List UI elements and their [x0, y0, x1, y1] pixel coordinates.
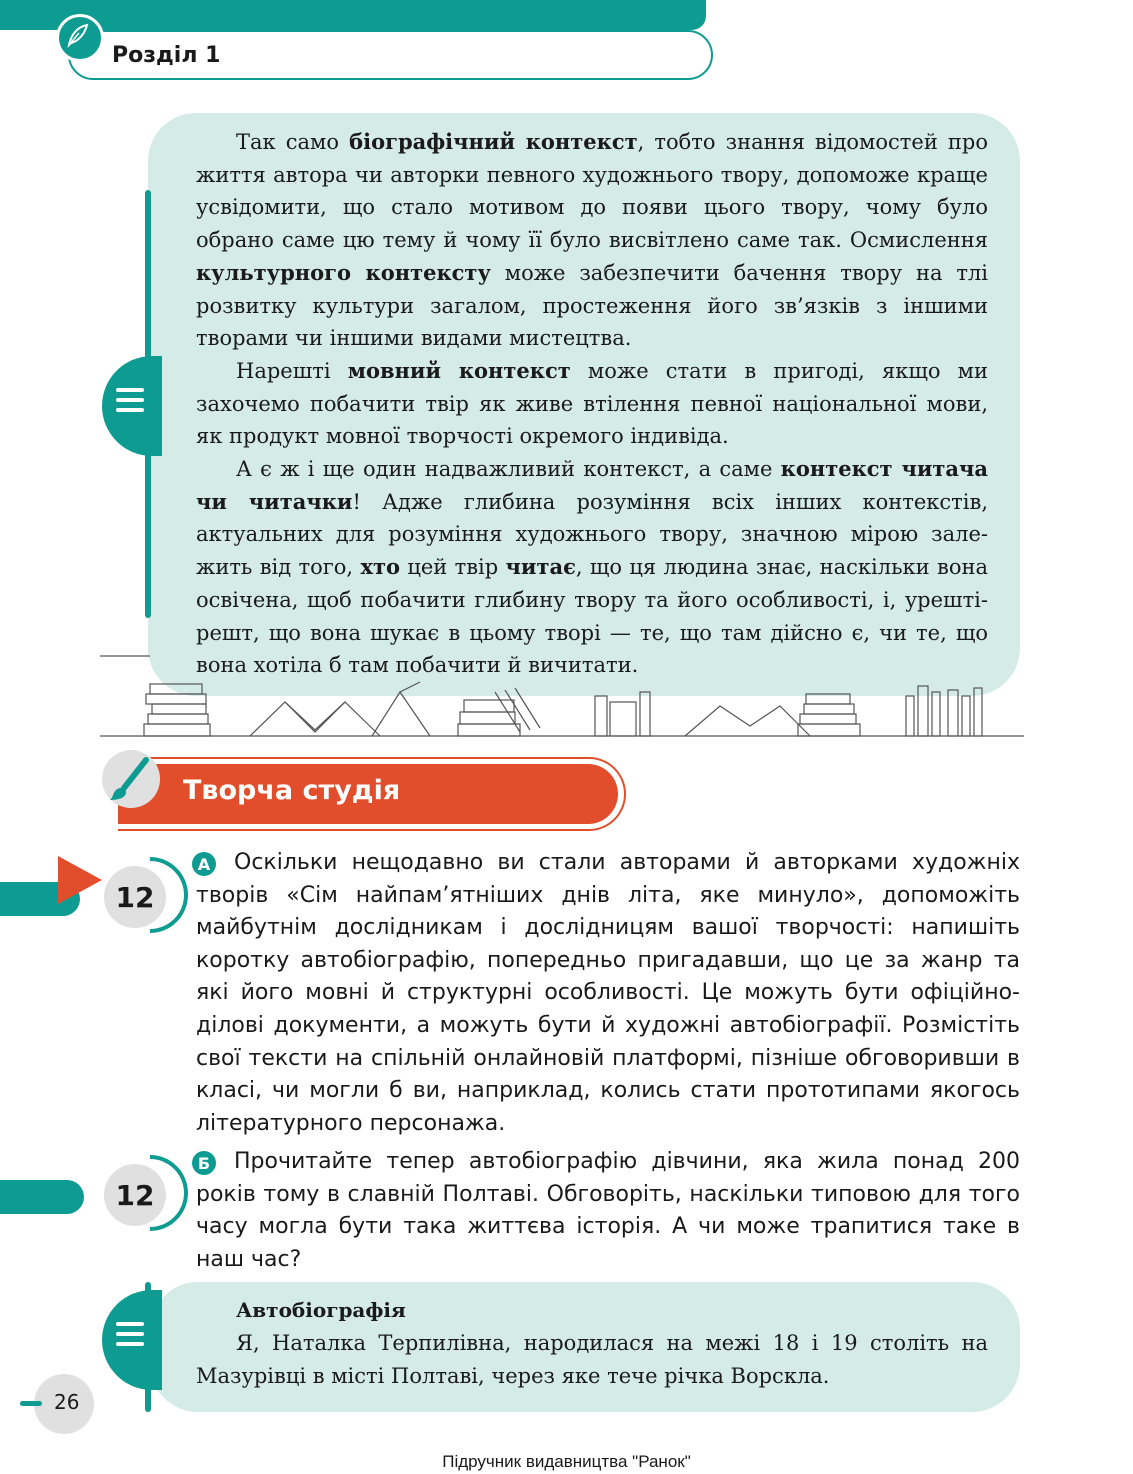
theory-term: культурного контексту [196, 259, 491, 285]
menu-lines-icon [116, 1322, 144, 1346]
theory-run: ! Адже глибина розуміння всіх інших контекстів, актуальних для розуміння художнього твору, значною мірою залежить від того, [196, 489, 988, 580]
publisher-footer: Підручник видавництва "Ранок" [442, 1452, 691, 1471]
page-number: 26 [54, 1390, 80, 1414]
theory-term: біографічний контекст [349, 129, 638, 154]
section-title: Творча студія [183, 775, 401, 806]
task-a-badge: А [192, 852, 216, 876]
task-a-text: Оскільки нещодавно ви стали авторами й авторками художніх творів «Сім найпам’ятніших днів літа, яке минуло», допоможіть майбутнім дослідникам і дослідницям вашої творчості: напишіть коротку автобіографію, попередньо пригадавши, що це за жанр та які його мовні й структурні особливості. Це можуть бути офіційно-ділові документи, а можуть бути й художні автобіографії. Розмістіть свої тексти на спільній онлайновій платформі, пізніше обговоривши в класі, чи могли б ви, наприклад, колись стати прототипами якогось літературного персонажа. [196, 850, 1020, 1136]
brush-icon [102, 750, 160, 808]
task-a-level: 12 [104, 866, 166, 928]
theory-paragraph [196, 355, 988, 453]
books-illustration [100, 652, 1024, 740]
excerpt-text: Я, Наталка Терпилівна, народилася на межі 18 і 19 століть на Мазурівці в місті Полтаві, через яке тече річка Ворскла. [196, 1331, 988, 1388]
theory-run: А є ж і ще один надважливий контекст, а саме [236, 457, 781, 482]
theory-run: може стати в пригоді, якщо ми захочемо побачити твір як живе втілення певної національної мови, як продукт мовної творчості окремого індивіда. [196, 358, 988, 449]
theory-run: Так само [236, 130, 350, 154]
task-b-text: Прочитайте тепер автобіографію дівчини, яка жила понад 200 років тому в славній Полтаві. Обговоріть, наскільки типовою для того часу могла бути така життєва історія. А чи може трапитися таке в наш час? [196, 1149, 1020, 1272]
task-b-level: 12 [104, 1164, 166, 1226]
theory-paragraph [196, 453, 988, 682]
header-band [0, 0, 706, 30]
theory-run: цей твір [399, 555, 506, 580]
theory-term: мовний контекст [347, 357, 571, 383]
task-a-arrow-icon [58, 856, 102, 904]
task-b-badge: Б [192, 1151, 216, 1175]
theory-text [196, 126, 988, 682]
feather-logo-icon [56, 14, 104, 62]
task-b-bar [0, 1180, 84, 1214]
theory-paragraph [196, 126, 988, 355]
menu-lines-icon [116, 388, 144, 412]
theory-run: , тобто знання відомостей про життя автора чи авторки певного художнього твору, допоможе краще усвідомити, що стало мотивом до появи цього твору, чому було обрано саме цю тему й чому її було висвітлено саме так. Осмислення [196, 130, 988, 253]
theory-term: читає [505, 554, 576, 580]
theory-term: хто [360, 554, 400, 580]
theory-run: може забезпечити бачення твору на тлі розвитку культури загалом, простеження його зв’язків з іншими творами чи іншими видами мистецтва. [196, 260, 988, 351]
theory-term: контекст читача чи читачки [196, 456, 988, 514]
excerpt-title: Автобіографія [236, 1298, 406, 1322]
theory-run: Нарешті [236, 358, 348, 383]
theory-run: , що ця людина знає, наскільки вона освічена, щоб побачити глибину твору та його особливості, і, урешті-решт, що вона шукає в цьому творі — те, що там дійсно є, чи те, що вона хотіла б там побачити й вичитати. [196, 555, 988, 678]
section-heading: Розділ 1 [112, 43, 221, 68]
page-number-dash [20, 1401, 42, 1406]
